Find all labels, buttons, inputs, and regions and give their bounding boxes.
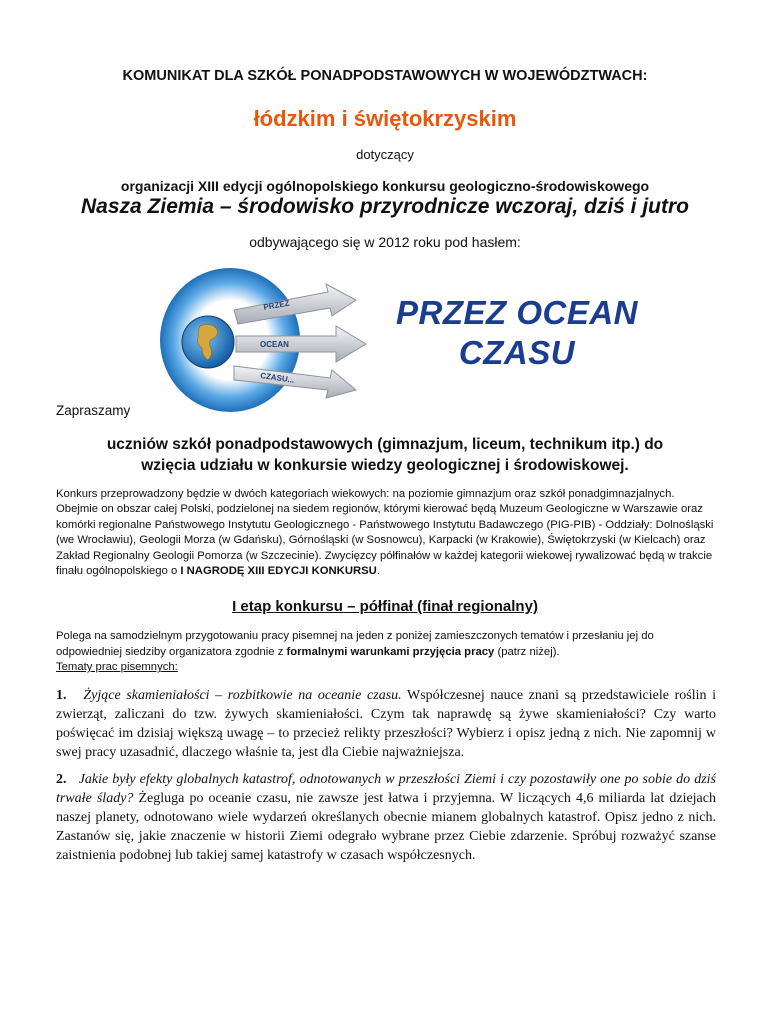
invite-lead: Zapraszamy <box>56 403 131 418</box>
intro-bold-prize: I NAGRODĘ XIII EDYCJI KONKURSU <box>180 565 377 578</box>
stage-paragraph <box>56 629 714 676</box>
stage-text-end: (patrz niżej). <box>494 645 560 658</box>
logo-arrow-text-2: OCEAN <box>260 340 289 349</box>
stage-heading: I etap konkursu – półfinał (finał regionalny) <box>232 598 538 615</box>
organization-text: organizacji XIII edycji ogólnopolskiego konkursu geologiczno-środowiskowego <box>120 178 650 194</box>
topics-label: Tematy prac pisemnych: <box>56 661 178 674</box>
document-title: KOMUNIKAT DLA SZKÓŁ PONADPODSTAWOWYCH W WOJEWÓDZTWACH: <box>122 68 648 84</box>
regions-heading: łódzkim i świętokrzyskim <box>253 106 517 131</box>
topic-number: 1. <box>56 688 67 703</box>
topic-item <box>56 770 716 865</box>
topic-body: Żegluga po oceanie czasu, nie zawsze jest łatwa i przyjemna. W liczących 4,6 miliarda lat dziejach naszej planety, odnotowano wiele wydarzeń określanych obecnie mianem globalnych katastrof. Opisz jedno z nich. Zastanów się, jakie znaczenie w historii Ziemi odegrało wybrane przez Ciebie zdarzenie. Spróbuj rozważyć szanse zaistnienia podobnej lub takiej samej katastrofy w czasach współczesnych. <box>56 791 716 863</box>
topic-title: Jakie były efekty globalnych katastrof, odnotowanych w przeszłości Ziemi i czy pozostawiły one po sobie do dziś trwałe ślady? <box>56 772 716 806</box>
stage-bold-conditions: formalnymi warunkami przyjęcia pracy <box>286 645 495 658</box>
contest-logo <box>160 266 388 414</box>
slogan-line-1: PRZEZ OCEAN <box>395 294 638 331</box>
topic-item <box>56 686 716 762</box>
topic-title: Żyjące skamieniałości – rozbitkowie na oceanie czasu. <box>83 688 402 703</box>
invitation-line-2: wzięcia udziału w konkursie wiedzy geologicznej i środowiskowej. <box>141 457 629 474</box>
intro-paragraph <box>56 487 714 579</box>
slogan-line-2: CZASU <box>458 334 576 371</box>
slogan <box>372 293 662 373</box>
invitation-text <box>56 434 714 476</box>
topic-number: 2. <box>56 772 67 787</box>
topic-body: Współczesnej nauce znani są przedstawiciele roślin i zwierząt, zaliczani do tzw. żywych skamieniałości. Czym tak naprawdę są żywe skamieniałości? Czy warto poświęcać im dzisiaj większą uwagę – to przecież relikty przeszłości? Wybierz i opisz jedną z nich. Nie zapomnij w swej pracy uzasadnić, dlaczego właśnie ta, jest dla Ciebie najważniejsza. <box>56 688 716 760</box>
stage-text-start: Polega na samodzielnym przygotowaniu pracy pisemnej na jeden z poniżej zamieszczonych tematów i przesłaniu jej do odpowiedniej siedziby organizatora zgodnie z <box>56 630 654 658</box>
logo-arrow-text-1: PRZEZ <box>262 298 291 312</box>
intro-end: . <box>376 565 380 578</box>
logo-arrow-text-3: CZASU... <box>259 371 295 385</box>
contest-name: Nasza Ziemia – środowisko przyrodnicze wczoraj, dziś i jutro <box>81 195 689 218</box>
motto-intro: odbywającego się w 2012 roku pod hasłem: <box>249 234 521 250</box>
intro-text: Konkurs przeprowadzony będzie w dwóch kategoriach wiekowych: na poziomie gimnazjum oraz szkół ponadgimnazjalnych. Obejmie on obszar całej Polski, podzielonej na siedem regionów, którymi kierować będą Muzeum Geologiczne w Warszawie oraz komórki regionalne Państwowego Instytutu Geologicznego - Państwowego Instytutu Badawczego (PIG-PIB) - Oddziały: Dolnośląski (we Wrocławiu), Geologii Morza (w Gdańsku), Górnośląski (w Sosnowcu), Karpacki (w Krakowie), Świętokrzyski (w Kielcach) oraz Zakład Regionalny Geologii Pomorza (w Szczecinie). Zwycięzcy półfinałów w każdej kategorii wiekowej rywalizować będą w trakcie finału ogólnopolskiego o <box>56 488 714 578</box>
regarding-text: dotyczący <box>356 147 414 162</box>
invitation-line-1: uczniów szkół ponadpodstawowych (gimnazjum, liceum, technikum itp.) do <box>106 436 664 453</box>
